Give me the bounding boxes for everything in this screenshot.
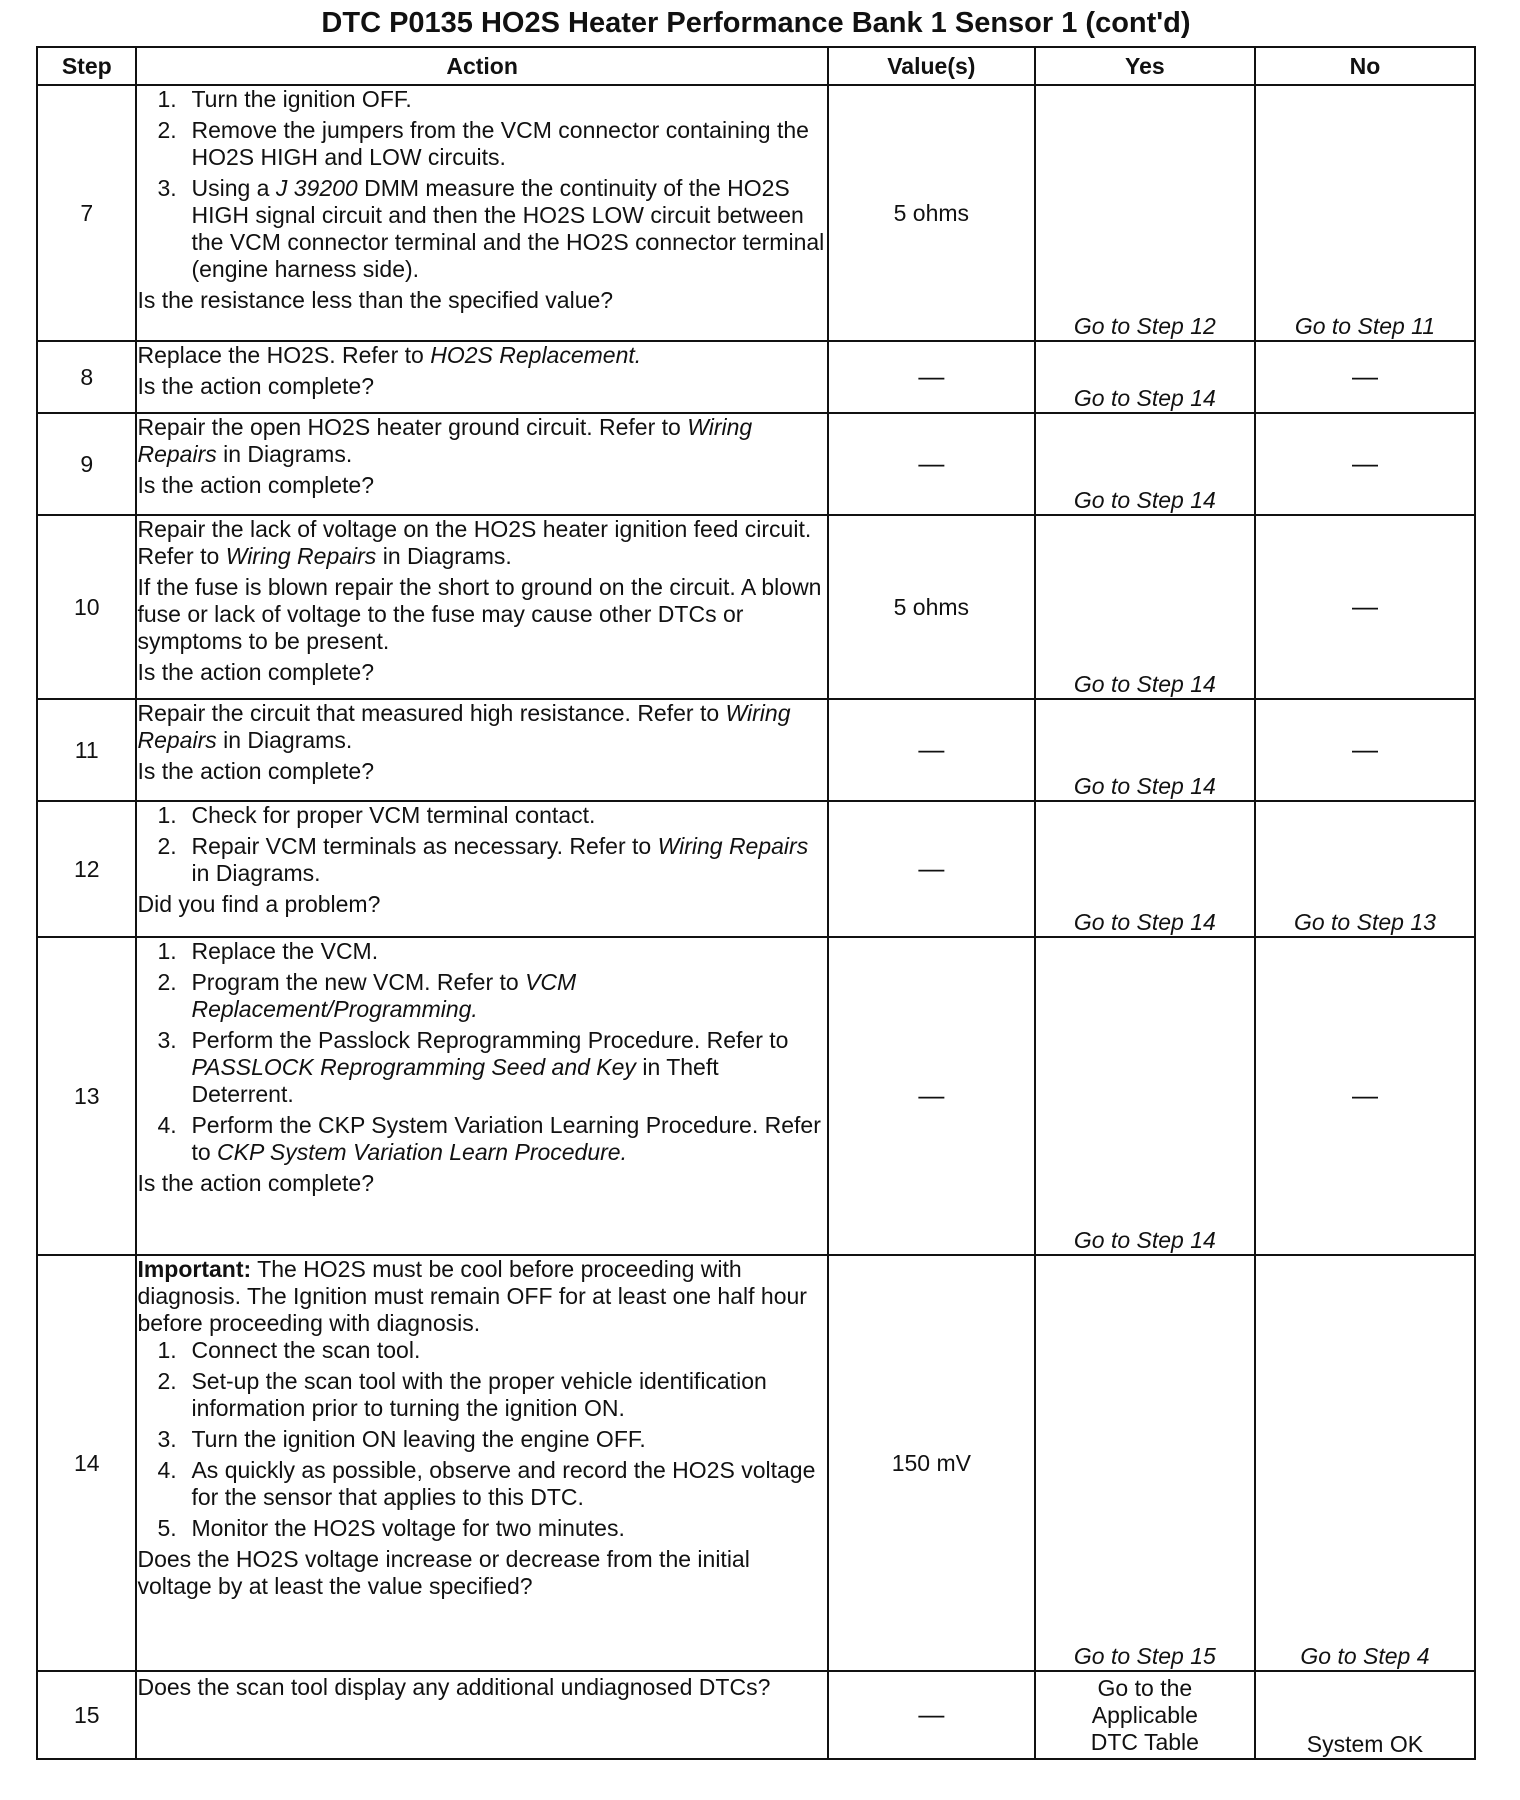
reference-tool: J 39200 — [275, 175, 358, 201]
action-cell — [136, 699, 827, 801]
value-cell: — — [828, 937, 1035, 1255]
action-item: 2. Program the new VCM. Refer to VCM Replacement/Programming. — [157, 969, 577, 1022]
yes-cell: Go to Step 14 — [1035, 341, 1255, 413]
table-row-step-15 — [37, 1671, 1475, 1759]
step-number: 7 — [37, 85, 136, 341]
action-cell — [136, 801, 827, 937]
yes-cell: Go to Step 14 — [1035, 801, 1255, 937]
value-cell: — — [828, 1671, 1035, 1759]
column-header-step: Step — [37, 47, 136, 85]
step-number: 10 — [37, 515, 136, 699]
yes-cell: Go to Step 14 — [1035, 937, 1255, 1255]
yes-cell: Go to Step 12 — [1035, 85, 1255, 341]
action-item: 3. Turn the ignition ON leaving the engine OFF. — [157, 1426, 646, 1452]
action-item: 5. Monitor the HO2S voltage for two minutes. — [157, 1515, 625, 1541]
no-cell: — — [1255, 937, 1475, 1255]
action-cell — [136, 85, 827, 341]
action-cell — [136, 1671, 827, 1759]
table-row-step-10 — [37, 515, 1475, 699]
action-item: 1. Replace the VCM. — [157, 938, 379, 964]
dtc-table — [36, 46, 1476, 1760]
no-cell: Go to Step 11 — [1255, 85, 1475, 341]
action-item: 3. Perform the Passlock Reprogramming Procedure. Refer to PASSLOCK Reprogramming Seed and Key in Theft Deterrent. — [157, 1027, 789, 1107]
action-text: Repair the circuit that measured high resistance. Refer to Wiring Repairs in Diagrams. — [137, 700, 791, 753]
yes-cell: Go to Step 14 — [1035, 413, 1255, 515]
table-row-step-8 — [37, 341, 1475, 413]
action-item: 2. Set-up the scan tool with the proper vehicle identification information prior to turning the ignition ON. — [157, 1368, 767, 1421]
step-number: 14 — [37, 1255, 136, 1671]
action-item: 1. Connect the scan tool. — [157, 1337, 421, 1363]
step-number: 15 — [37, 1671, 136, 1759]
action-question: Does the scan tool display any additional undiagnosed DTCs? — [137, 1674, 771, 1700]
value-cell: — — [828, 341, 1035, 413]
yes-cell: Go to Step 15 — [1035, 1255, 1255, 1671]
action-question: Is the action complete? — [137, 373, 374, 399]
action-item: 1. Turn the ignition OFF. — [157, 86, 412, 112]
no-cell: — — [1255, 413, 1475, 515]
action-cell — [136, 341, 827, 413]
reference-link: CKP System Variation Learn Procedure. — [217, 1139, 627, 1165]
step-number: 12 — [37, 801, 136, 937]
action-text: Repair the open HO2S heater ground circuit. Refer to Wiring Repairs in Diagrams. — [137, 414, 753, 467]
no-cell: — — [1255, 699, 1475, 801]
table-row-step-14 — [37, 1255, 1475, 1671]
important-note: Important: The HO2S must be cool before proceeding with diagnosis. The Ignition must remain OFF for at least one half hour before proceeding with diagnosis. — [137, 1256, 807, 1336]
column-header-no: No — [1255, 47, 1475, 85]
table-row-step-7 — [37, 85, 1475, 341]
step-number: 9 — [37, 413, 136, 515]
reference-link: HO2S Replacement. — [430, 342, 642, 368]
value-cell: 150 mV — [828, 1255, 1035, 1671]
action-text: Replace the HO2S. Refer to HO2S Replacement. — [137, 342, 642, 368]
action-note: If the fuse is blown repair the short to ground on the circuit. A blown fuse or lack of voltage to the fuse may cause other DTCs or symptoms to be present. — [137, 574, 822, 654]
no-cell: Go to Step 13 — [1255, 801, 1475, 937]
step-number: 8 — [37, 341, 136, 413]
action-question: Is the action complete? — [137, 659, 374, 685]
value-cell: — — [828, 413, 1035, 515]
step-number: 13 — [37, 937, 136, 1255]
reference-link: Wiring Repairs — [657, 833, 809, 859]
action-item: 4. As quickly as possible, observe and record the HO2S voltage for the sensor that applies to this DTC. — [157, 1457, 816, 1510]
action-question: Is the resistance less than the specified value? — [137, 287, 614, 313]
column-header-values: Value(s) — [828, 47, 1035, 85]
value-cell: 5 ohms — [828, 85, 1035, 341]
action-cell — [136, 1255, 827, 1671]
action-item: 3. Using a J 39200 DMM measure the continuity of the HO2S HIGH signal circuit and then the HO2S LOW circuit between the VCM connector terminal and the HO2S connector terminal (engine harness side). — [157, 175, 825, 282]
table-header-row — [37, 47, 1475, 85]
reference-link: Wiring Repairs — [225, 543, 377, 569]
yes-cell: Go to the Applicable DTC Table — [1035, 1671, 1255, 1759]
action-question: Is the action complete? — [137, 758, 374, 784]
table-row-step-13 — [37, 937, 1475, 1255]
action-cell — [136, 515, 827, 699]
table-row-step-11 — [37, 699, 1475, 801]
column-header-action: Action — [136, 47, 827, 85]
reference-link: PASSLOCK Reprogramming Seed and Key — [191, 1054, 636, 1080]
yes-cell: Go to Step 14 — [1035, 515, 1255, 699]
action-item: 4. Perform the CKP System Variation Learning Procedure. Refer to CKP System Variation Learn Procedure. — [157, 1112, 821, 1165]
no-cell: — — [1255, 341, 1475, 413]
value-cell: — — [828, 801, 1035, 937]
no-cell: Go to Step 4 — [1255, 1255, 1475, 1671]
step-number: 11 — [37, 699, 136, 801]
table-row-step-12 — [37, 801, 1475, 937]
action-question: Does the HO2S voltage increase or decrease from the initial voltage by at least the value specified? — [137, 1546, 750, 1599]
action-cell — [136, 413, 827, 515]
important-label: Important: — [137, 1256, 252, 1282]
action-item: 1. Check for proper VCM terminal contact. — [157, 802, 596, 828]
yes-cell: Go to Step 14 — [1035, 699, 1255, 801]
reference-link: VCM Replacement/Programming. — [191, 969, 577, 1022]
action-cell — [136, 937, 827, 1255]
table-row-step-9 — [37, 413, 1475, 515]
page-title: DTC P0135 HO2S Heater Performance Bank 1 Sensor 1 (cont'd) — [321, 7, 1191, 39]
action-question: Is the action complete? — [137, 1170, 374, 1196]
action-question: Did you find a problem? — [137, 891, 381, 917]
no-cell: System OK — [1255, 1671, 1475, 1759]
reference-link: Wiring Repairs — [137, 700, 791, 753]
value-cell: 5 ohms — [828, 515, 1035, 699]
no-cell: — — [1255, 515, 1475, 699]
reference-link: Wiring Repairs — [137, 414, 753, 467]
action-question: Is the action complete? — [137, 472, 374, 498]
action-item: 2. Repair VCM terminals as necessary. Refer to Wiring Repairs in Diagrams. — [157, 833, 809, 886]
value-cell: — — [828, 699, 1035, 801]
action-item: 2. Remove the jumpers from the VCM connector containing the HO2S HIGH and LOW circuits. — [157, 117, 809, 170]
column-header-yes: Yes — [1035, 47, 1255, 85]
action-text: Repair the lack of voltage on the HO2S heater ignition feed circuit. Refer to Wiring Repairs in Diagrams. — [137, 516, 812, 569]
